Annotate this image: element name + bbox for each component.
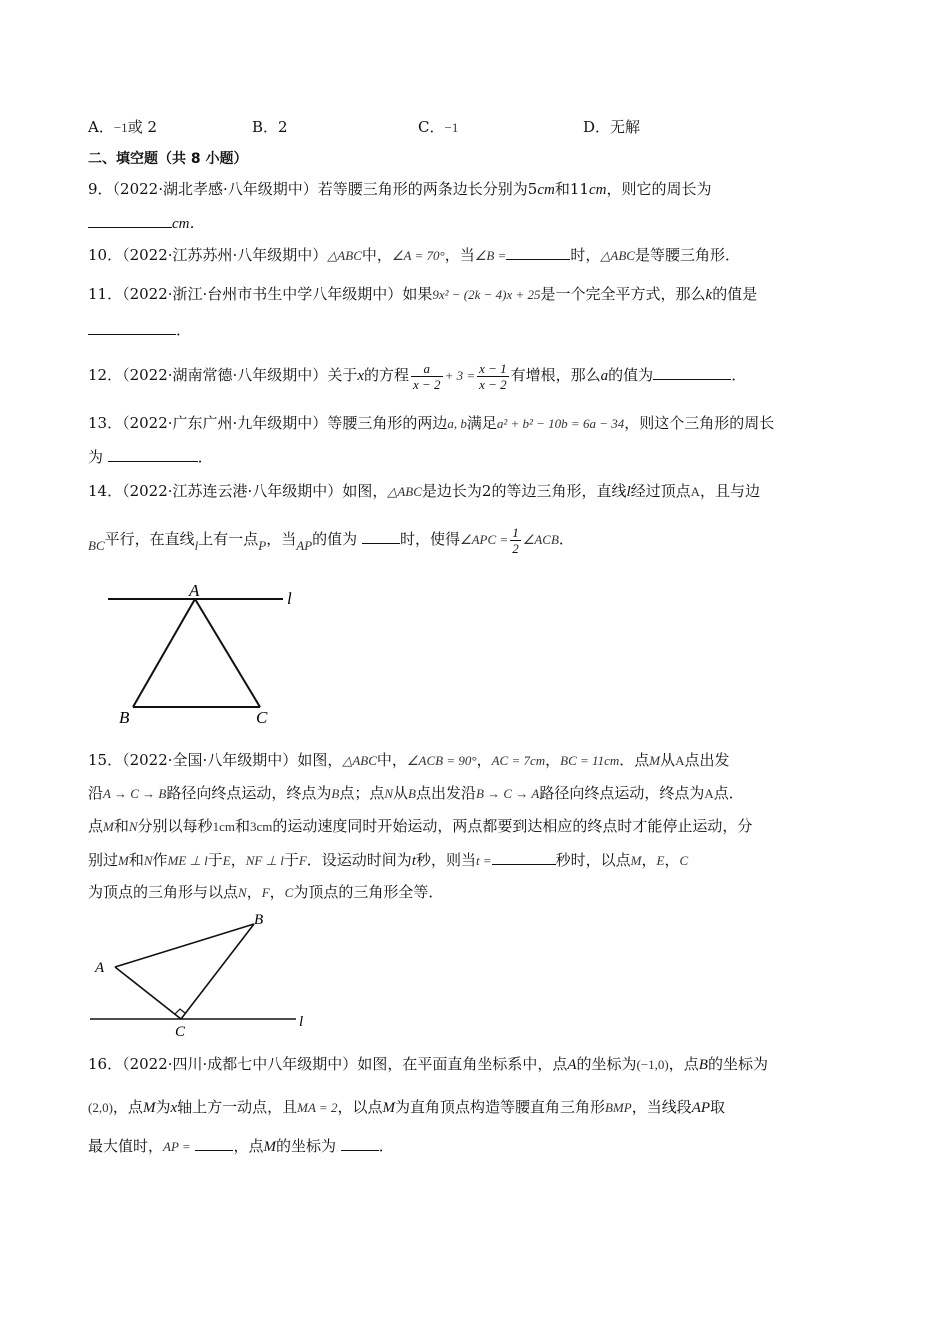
- q13-t3: ，则这个三角形的周长: [624, 414, 775, 432]
- q15-f2: F: [261, 885, 270, 900]
- option-c-label: C．: [418, 118, 445, 136]
- q15-number: 15．: [88, 751, 123, 769]
- q14-label-l: l: [287, 589, 292, 608]
- q16-ma: MA = 2: [297, 1100, 338, 1115]
- q15-l3c: 分别以每秒: [137, 817, 213, 835]
- q12-tail: ．: [731, 366, 747, 384]
- q15-l4e: ，: [230, 851, 246, 869]
- q15-l4j: ，: [641, 851, 657, 869]
- option-a-tail: 或 2: [127, 118, 157, 136]
- q14-label-a: A: [189, 581, 200, 600]
- q15-label-l: l: [299, 1014, 304, 1030]
- q14-l: l: [626, 484, 631, 500]
- q12-f1-numerator: a: [411, 361, 443, 377]
- option-c: [418, 116, 458, 139]
- q13-number: 13．: [88, 414, 123, 432]
- q15-label-c: C: [175, 1024, 186, 1040]
- q15-l5c: ，: [269, 883, 285, 901]
- q13-line2: [88, 445, 213, 468]
- q16-b-coord: (2,0): [88, 1100, 113, 1115]
- q15-m3: M: [118, 853, 129, 868]
- q14-number: 14．: [88, 482, 123, 500]
- q16-m3: M: [263, 1139, 276, 1155]
- option-b-value: 2: [278, 118, 288, 136]
- q16-bmp: BMP: [604, 1100, 632, 1115]
- q15-speed-1: 1cm: [212, 819, 235, 834]
- q9-and: 和: [554, 180, 570, 198]
- q10-line: [88, 243, 740, 267]
- q10-triangle: △ABC: [327, 248, 362, 263]
- q16-m: M: [142, 1100, 156, 1116]
- q9-value-2: 11: [569, 180, 589, 198]
- q14-side: 2: [481, 482, 492, 500]
- q16-l3c: 的坐标为: [275, 1137, 336, 1155]
- q13-t1: 等腰三角形的两边: [327, 414, 448, 432]
- option-d: [583, 116, 640, 138]
- q15-triangle: △ABC: [342, 753, 377, 768]
- option-a-label: A．: [88, 118, 114, 136]
- q10-source: （2022·江苏苏州·八年级期中）: [122, 246, 328, 264]
- q14-t8: ，当: [266, 530, 297, 548]
- q13-tail: ．: [197, 448, 213, 466]
- q15-line1: [88, 749, 730, 772]
- q15-m4: M: [630, 853, 642, 868]
- q13-t2: 满足: [466, 414, 497, 432]
- q10-t1: 中，: [361, 246, 392, 264]
- q14-side-ab: [133, 599, 195, 707]
- q15-t2: 中，: [376, 751, 407, 769]
- q9-source: （2022·湖北孝感·八年级期中）: [112, 180, 318, 198]
- q15-path-1: A → C → B: [103, 786, 167, 801]
- q16-a-coord: (−1,0): [636, 1057, 669, 1072]
- q15-m: M: [649, 753, 661, 768]
- q15-l4c: 作: [152, 851, 168, 869]
- q15-speed-2: 3cm: [249, 819, 273, 834]
- q12-t2: 的方程: [364, 366, 410, 384]
- q11-k: k: [705, 287, 713, 303]
- q15-l2d: 从: [393, 784, 409, 802]
- q12-t3: 有增根，那么: [510, 366, 601, 384]
- q15-t3: ．点: [619, 751, 650, 769]
- q13-line2-text: 为: [88, 448, 104, 466]
- q15-l4b: 和: [128, 851, 144, 869]
- q11-number: 11．: [88, 285, 123, 303]
- q15-t-eq: t =: [476, 853, 492, 868]
- q15-side-ac: [115, 967, 181, 1019]
- q16-l2f: ，当线段: [631, 1098, 692, 1116]
- q9-line1: [88, 178, 711, 201]
- q11-expression: 9x² − (2k − 4)x + 25: [432, 287, 541, 302]
- q9-value-1: 5: [527, 180, 538, 198]
- q15-line3: [88, 815, 752, 838]
- section-title: 二、填空题（共 8 小题）: [88, 151, 248, 167]
- q16-l2b: 为: [155, 1098, 171, 1116]
- q15-t4: 从: [660, 751, 676, 769]
- q15-m2: M: [103, 819, 114, 834]
- option-d-value: 无解: [610, 118, 641, 136]
- q15-l5b: ，: [246, 883, 262, 901]
- q11-t3: 的值是: [712, 285, 758, 303]
- option-c-value: −1: [444, 120, 459, 135]
- q14-t2: 是边长为: [421, 482, 482, 500]
- q16-line1: [88, 1053, 768, 1076]
- option-a-value: −1: [113, 120, 128, 135]
- q14-triangle: △ABC: [387, 484, 422, 499]
- q16-t2: 的坐标为: [576, 1055, 637, 1073]
- q15-e2: E: [656, 853, 665, 868]
- q14-angle-apc: ∠APC =: [459, 532, 509, 547]
- q15-t1: 如图，: [297, 751, 343, 769]
- q14-t9: 的值为: [312, 530, 358, 548]
- q10-answer-blank[interactable]: [506, 243, 570, 260]
- q16-l3a: 最大值时，: [88, 1137, 164, 1155]
- q15-label-b: B: [254, 912, 264, 928]
- q9-answer-blank[interactable]: [88, 211, 172, 228]
- q16-line3: [88, 1134, 394, 1158]
- q10-t2: ，当: [444, 246, 475, 264]
- q16-ap-eq: AP =: [163, 1139, 191, 1154]
- q15-l3d: 和: [234, 817, 250, 835]
- q12-t1: 关于: [327, 366, 358, 384]
- q9-unit-2: cm: [588, 182, 607, 198]
- q10-angle-a: ∠A = 70°: [391, 248, 445, 263]
- q16-l2a: ，点: [112, 1098, 143, 1116]
- q16-t4: 的坐标为: [707, 1055, 768, 1073]
- q15-l5d: 为顶点的三角形全等．: [293, 883, 444, 901]
- q15-angle-acb: ∠ACB = 90°: [406, 753, 477, 768]
- q14-angle-acb: ∠ACB: [522, 532, 559, 547]
- q15-l4h: 秒，则当: [415, 851, 476, 869]
- q14-vertex-a: A: [690, 484, 701, 499]
- q15-bc: BC = 11cm: [560, 753, 620, 768]
- q12-f2-numerator: x − 1: [479, 360, 507, 376]
- q15-line2: [88, 782, 744, 805]
- q15-t: t: [411, 853, 416, 869]
- q15-c2: C: [284, 885, 294, 900]
- q11-source: （2022·浙江·台州市书生中学八年级期中）: [122, 285, 403, 303]
- q14-t6: 平行，在直线: [104, 530, 195, 548]
- q16-source: （2022·四川·成都七中八年级期中）: [122, 1055, 358, 1073]
- q15-line5: [88, 881, 443, 904]
- q15-answer-blank[interactable]: [492, 848, 556, 865]
- q16-l3b: ，点: [233, 1137, 264, 1155]
- q15-l3e: 的运动速度同时开始运动，两点都要到达相应的终点时才能停止运动，分: [272, 817, 753, 835]
- q16-x: x: [170, 1100, 178, 1116]
- q13-ab: a, b: [447, 416, 467, 431]
- q12-f2-denominator: x − 2: [479, 376, 507, 392]
- q14-label-b: B: [119, 708, 130, 727]
- q16-t1: 如图，在平面直角坐标系中，点: [357, 1055, 568, 1073]
- q12-f1-denominator: x − 2: [413, 376, 441, 392]
- q11-tail: ．: [176, 321, 192, 339]
- q15-side-ab: [115, 924, 254, 967]
- q14-figure: [100, 578, 310, 728]
- q15-a: A: [675, 753, 685, 768]
- q16-l2e: 为直角顶点构造等腰直角三角形: [394, 1098, 605, 1116]
- q13-equation: a² + b² − 10b = 6a − 34: [496, 416, 625, 431]
- q15-me: ME ⊥ l: [167, 853, 208, 868]
- q15-line4: [88, 848, 688, 872]
- q9-number: 9．: [88, 180, 113, 198]
- q10-t3: 时，: [570, 246, 601, 264]
- q10-angle-b: ∠B =: [474, 248, 507, 263]
- q15-l2a: 沿: [88, 784, 104, 802]
- q16-answer-blank-1[interactable]: [195, 1134, 233, 1151]
- q16-answer-blank-2[interactable]: [341, 1134, 379, 1151]
- q14-half: [510, 525, 521, 556]
- q15-l4d: 于: [207, 851, 223, 869]
- q9-text-a: 若等腰三角形的两条边长分别为: [317, 180, 528, 198]
- q14-t3: 的等边三角形，直线: [491, 482, 627, 500]
- q14-t4: 经过顶点: [630, 482, 691, 500]
- q12-t4: 的值为: [608, 366, 654, 384]
- q15-nf: NF ⊥ l: [245, 853, 284, 868]
- option-a: [88, 116, 157, 139]
- q15-source: （2022·全国·八年级期中）: [122, 751, 298, 769]
- q9-line2: [88, 211, 205, 235]
- q11-t2: 是一个完全平方式，那么: [540, 285, 706, 303]
- q15-l5a: 为顶点的三角形与以点: [88, 883, 239, 901]
- q12-source: （2022·湖南常德·八年级期中）: [122, 366, 328, 384]
- q11-line2: [88, 318, 191, 341]
- q15-path-2: B → C → A: [475, 786, 540, 801]
- q9-tail: cm．: [172, 216, 205, 232]
- q13-answer-blank[interactable]: [108, 445, 198, 462]
- q15-l3a: 点: [88, 817, 104, 835]
- q11-t1: 如果: [402, 285, 433, 303]
- q13-source: （2022·广东广州·九年级期中）: [122, 414, 328, 432]
- q15-b2: B: [408, 786, 416, 801]
- q12-plus: + 3 =: [444, 368, 476, 383]
- q16-l2c: 轴上方一动点，且: [177, 1098, 298, 1116]
- q15-l3b: 和: [113, 817, 129, 835]
- q14-l2: l: [194, 538, 199, 553]
- q12-answer-blank[interactable]: [653, 363, 731, 380]
- q15-l4f: 于: [283, 851, 299, 869]
- q15-b: B: [331, 786, 340, 801]
- q14-line1: [88, 480, 760, 503]
- q15-right-angle-mark: [175, 1009, 185, 1014]
- option-b-label: B．: [252, 118, 279, 136]
- q14-bc: BC: [88, 538, 105, 553]
- q15-ac: AC = 7cm: [491, 753, 546, 768]
- q15-l4a: 别过: [88, 851, 119, 869]
- q14-line2: [88, 520, 574, 565]
- q16-a: A: [567, 1057, 577, 1073]
- q12-fraction-2: [477, 361, 509, 392]
- q14-p: P: [258, 538, 267, 553]
- q15-l2f: 路径向终点运动，终点为: [539, 784, 705, 802]
- q15-l2c: 点；点: [339, 784, 385, 802]
- q15-l4k: ，: [664, 851, 680, 869]
- q14-half-numerator: 1: [512, 524, 519, 540]
- q11-line1: [88, 283, 757, 306]
- q14-answer-blank[interactable]: [362, 527, 400, 544]
- q14-t10: 时，使得: [399, 530, 460, 548]
- q15-l4i: 秒时，以点: [555, 851, 631, 869]
- q16-b: B: [698, 1057, 708, 1073]
- q10-t4: 是等腰三角形．: [634, 246, 740, 264]
- q12-fraction-1: [411, 361, 443, 392]
- q16-line2: [88, 1096, 725, 1119]
- q12-a: a: [600, 368, 609, 384]
- q15-side-bc: [181, 924, 254, 1019]
- q16-number: 16．: [88, 1055, 123, 1073]
- q15-c1: ，: [476, 751, 492, 769]
- q15-n4: N: [238, 885, 247, 900]
- q10-triangle-2: △ABC: [600, 248, 635, 263]
- q9-text-b: ，则它的周长为: [606, 180, 712, 198]
- q12-line: [88, 358, 746, 393]
- q16-tail: ．: [378, 1137, 394, 1155]
- q9-unit-1: cm: [537, 182, 555, 198]
- q12-x: x: [357, 368, 364, 384]
- q14-side-ac: [195, 599, 260, 707]
- q15-l2g: 点．: [713, 784, 744, 802]
- q14-t5: ，且与边: [700, 482, 761, 500]
- q12-number: 12．: [88, 366, 123, 384]
- q15-l2b: 路径向终点运动，终点为: [166, 784, 332, 802]
- q16-l2d: ，以点: [337, 1098, 383, 1116]
- q14-t7: 上有一点: [198, 530, 259, 548]
- q14-half-denominator: 2: [512, 540, 519, 556]
- q15-n2: N: [128, 819, 138, 834]
- q15-figure: [86, 908, 316, 1040]
- q16-ap: AP: [691, 1100, 711, 1116]
- q15-c2: ，: [545, 751, 561, 769]
- q11-answer-blank[interactable]: [88, 318, 176, 335]
- q15-n3: N: [143, 853, 153, 868]
- q15-a2: A: [704, 786, 714, 801]
- q15-f: F: [298, 853, 307, 868]
- q16-t3: ，点: [668, 1055, 699, 1073]
- q15-c: C: [679, 853, 689, 868]
- q15-l4g: ．设运动时间为: [306, 851, 412, 869]
- q15-label-a: A: [95, 960, 105, 976]
- q14-ap: AP: [296, 538, 313, 553]
- option-b: [252, 116, 288, 138]
- q14-source: （2022·江苏连云港·八年级期中）: [122, 482, 343, 500]
- q16-l2g: 取: [710, 1098, 726, 1116]
- q14-tail: ．: [558, 530, 574, 548]
- q15-n: N: [384, 786, 393, 801]
- q15-e: E: [222, 853, 231, 868]
- option-d-label: D．: [583, 118, 611, 136]
- q13-line1: [88, 412, 774, 435]
- q15-t5: 点出发: [684, 751, 730, 769]
- q14-label-c: C: [256, 708, 268, 727]
- q15-l2e: 点出发沿: [415, 784, 476, 802]
- q10-number: 10．: [88, 246, 123, 264]
- q14-t1: 如图，: [342, 482, 388, 500]
- q16-m2: M: [382, 1100, 395, 1116]
